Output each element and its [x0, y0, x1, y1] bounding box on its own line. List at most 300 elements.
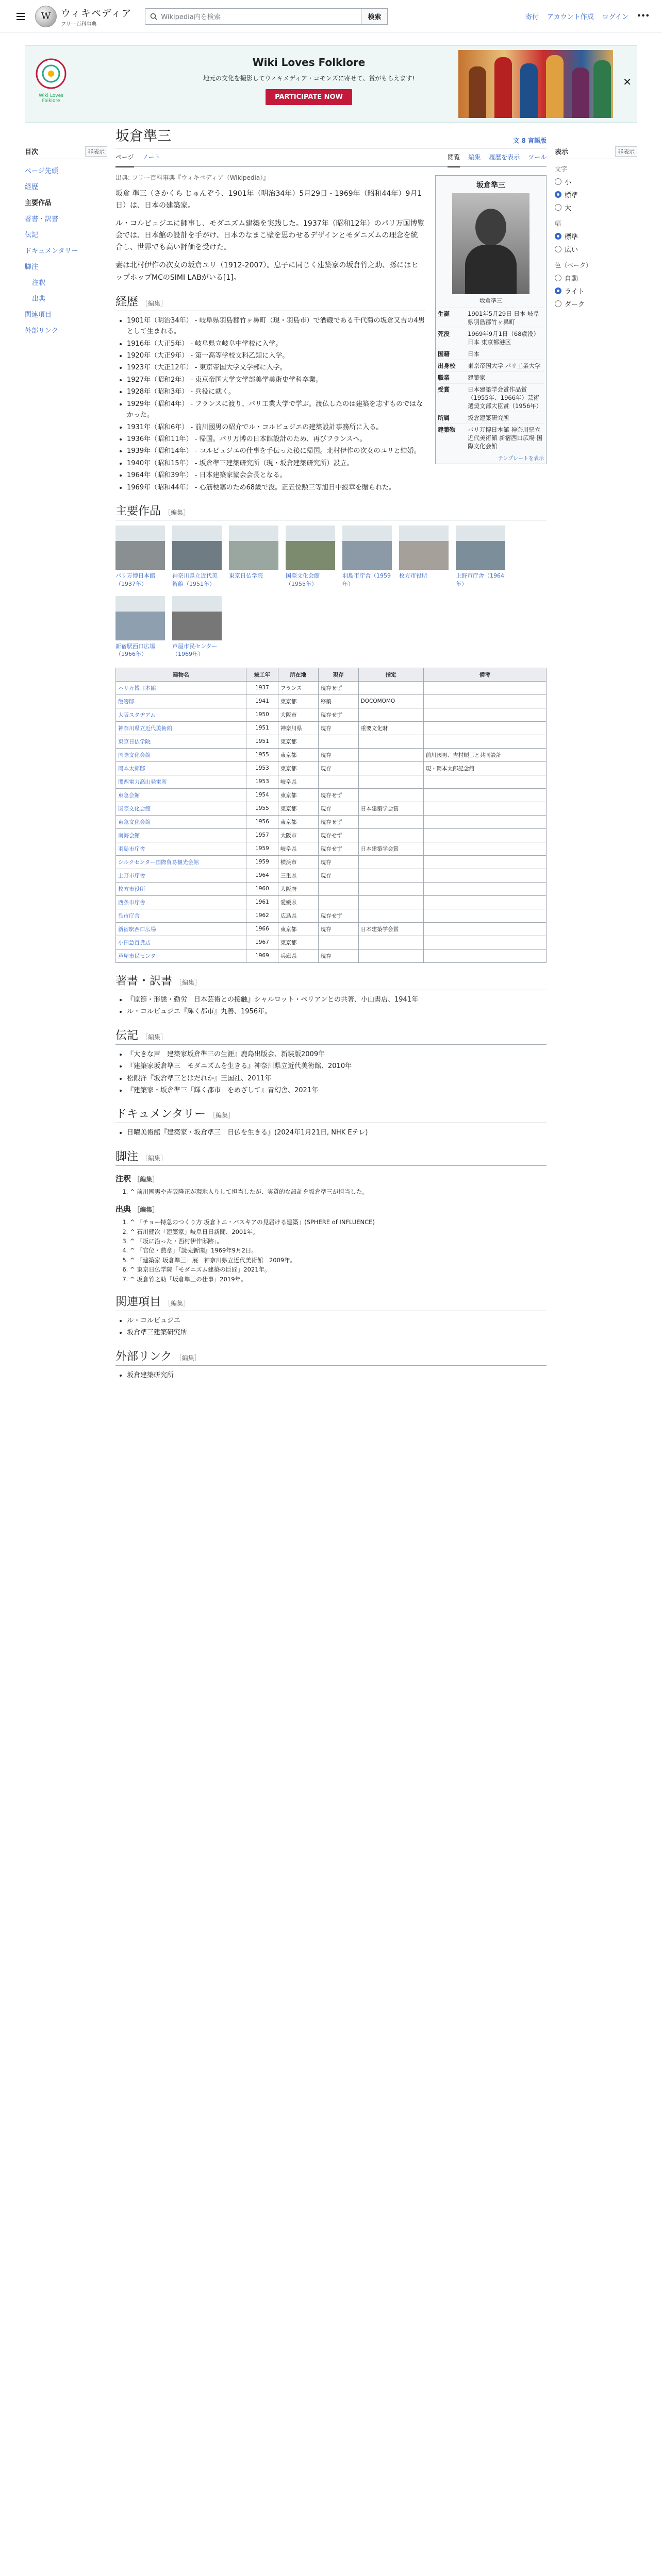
gallery-caption: 新宿駅西口広場（1966年） [115, 643, 155, 658]
site-logo[interactable] [35, 6, 131, 27]
table-cell[interactable]: 東急会館 [116, 788, 246, 802]
table-cell: 現存せず [318, 708, 358, 721]
list-item: • 1936年（昭和11年） - 帰国。パリ万博の日本館設計のため、再びフランスへ。 [127, 434, 425, 445]
close-icon[interactable]: ✕ [623, 76, 632, 88]
section-books: 著書・訳書 ［編集］ [115, 972, 547, 990]
toc-hide-button[interactable]: 非表示 [85, 146, 107, 157]
table-cell: 1967 [246, 936, 278, 949]
table-cell[interactable]: 関西電力高山発電所 [116, 775, 246, 788]
infobox-row [438, 360, 544, 371]
table-cell: 1955 [246, 748, 278, 761]
list-item: • 1939年（昭和14年） - コルビュジエの仕事を手伝った後に帰国。北村伊作の次女のユリと結婚。 [127, 446, 425, 456]
table-row [116, 949, 547, 962]
table-cell [423, 895, 546, 909]
table-cell[interactable]: 新宿駅西口広場 [116, 922, 246, 936]
section-biography: 伝記 ［編集］ [115, 1027, 547, 1045]
infobox-key: 死没 [438, 330, 450, 337]
table-cell[interactable]: 上野市庁舎 [116, 869, 246, 882]
text-size-standard-radio[interactable]: 標準 [555, 188, 637, 201]
table-row [116, 869, 547, 882]
table-header: 竣工年 [246, 668, 278, 681]
gallery-item[interactable] [399, 526, 449, 588]
table-cell: 現存 [318, 855, 358, 869]
table-row [116, 775, 547, 788]
page-tabs [115, 148, 547, 167]
list-item: • 1929年（昭和4年） - フランスに渡り、パリ工業大学で学ぶ。渡仏したのは建築を志すものではなかった。 [127, 399, 425, 421]
text-size-label: 文字 [555, 165, 568, 173]
edit-link[interactable]: ［編集］ [209, 1112, 235, 1120]
table-of-contents [25, 146, 107, 338]
gallery-image[interactable] [115, 526, 165, 570]
banner-logo-text: Wiki Loves Folklore [39, 93, 63, 104]
list-item: • 『原節・形態・勤労 日本芸術との接触』シャルロット・ペリアンとの共著、小山書店、1941年 [127, 994, 547, 1005]
table-cell: 岐阜県 [278, 775, 318, 788]
list-item: 3. ^ 「坂に沿った・西村伊作邸跡」。 [130, 1236, 547, 1246]
table-cell[interactable]: 東京日仏学院 [116, 735, 246, 748]
text-size-large-radio[interactable]: 大 [555, 201, 637, 214]
list-item: • 1964年（昭和39年） - 日本建築家協会会長となる。 [127, 470, 425, 481]
table-cell [423, 922, 546, 936]
color-light-radio[interactable]: ライト [555, 284, 637, 297]
related-list [127, 1315, 547, 1338]
gallery-image[interactable] [229, 526, 278, 570]
section-notes: 脚注 ［編集］ [115, 1148, 547, 1166]
portrait-caption: 坂倉準三 [479, 297, 502, 304]
table-cell: 大阪市 [278, 708, 318, 721]
table-cell[interactable]: 呉市庁舎 [116, 909, 246, 922]
table-cell: 1951 [246, 721, 278, 735]
gallery-item[interactable] [342, 526, 392, 588]
list-item: • 松隈洋『坂倉準三とはだれか』王国社、2011年 [127, 1073, 547, 1084]
table-cell [358, 815, 423, 828]
table-cell: 現存 [318, 869, 358, 882]
list-item: 1. ^ 「チョー特急のつくり方 坂倉トニ・バスキアの見届ける建築」(SPHERE of INFLUENCE) [130, 1217, 547, 1227]
create-account-link[interactable]: アカウント作成 [547, 13, 594, 21]
appearance-hide-button[interactable]: 非表示 [615, 146, 637, 157]
infobox-key: 生誕 [438, 310, 450, 317]
table-cell[interactable]: パリ万博日本館 [116, 681, 246, 694]
table-row [116, 748, 547, 761]
table-cell [358, 895, 423, 909]
list-item: • ル・コルビュジエ『輝く都市』丸善、1956年。 [127, 1006, 547, 1017]
table-cell: 1964 [246, 869, 278, 882]
infobox-value: 建築家 [468, 374, 486, 381]
table-cell [423, 882, 546, 895]
toc-item[interactable]: 外部リンク [25, 327, 58, 335]
list-item: 2. ^ 石川健次「建築家」岐阜日日新聞、2001年。 [130, 1227, 547, 1236]
table-cell: DOCOMOMO [358, 694, 423, 708]
table-cell: 東京都 [278, 788, 318, 802]
section-external: 外部リンク ［編集］ [115, 1348, 547, 1366]
table-cell [318, 775, 358, 788]
table-cell [358, 909, 423, 922]
table-cell [358, 748, 423, 761]
tab-tools[interactable]: ツール [528, 154, 547, 161]
infobox-key: 国籍 [438, 350, 450, 358]
gallery-item[interactable] [172, 596, 222, 658]
toc-item[interactable]: 注釈 [32, 279, 46, 287]
table-cell[interactable]: 国際文化会館 [116, 802, 246, 815]
infobox [435, 175, 547, 464]
toc-item[interactable]: 経歴 [25, 183, 39, 191]
list-item: 6. ^ 東京日仏学院「モダニズム建築の巨匠」2021年。 [130, 1265, 547, 1274]
table-cell: 重要文化財 [358, 721, 423, 735]
table-cell: 1954 [246, 788, 278, 802]
edit-link[interactable]: ［編集］ [142, 299, 167, 307]
table-header: 備考 [423, 668, 546, 681]
table-cell: 大阪市 [278, 828, 318, 842]
table-cell [423, 869, 546, 882]
table-cell: 東京都 [278, 694, 318, 708]
table-cell [423, 775, 546, 788]
infobox-title: 坂倉準三 [476, 181, 505, 190]
table-cell: 1955 [246, 802, 278, 815]
gallery-caption: 国際文化会館（1955年） [286, 572, 320, 587]
table-cell: 現存せず [318, 842, 358, 855]
edit-link[interactable]: ［編集］ [175, 1354, 201, 1362]
table-cell[interactable]: 小田急百貨店 [116, 936, 246, 949]
toc-item[interactable]: 主要作品 [25, 199, 52, 207]
table-cell [358, 855, 423, 869]
table-cell [318, 936, 358, 949]
logo-title: ウィキペディア [61, 7, 132, 19]
table-cell [358, 788, 423, 802]
width-wide-radio[interactable]: 広い [555, 243, 637, 256]
table-cell: 1950 [246, 708, 278, 721]
documentary-list [127, 1127, 547, 1138]
gallery-caption: 東京日仏学院 [229, 572, 263, 580]
table-cell: 現存 [318, 802, 358, 815]
table-cell[interactable]: 飯箸邸 [116, 694, 246, 708]
infobox-key: 職業 [438, 374, 450, 381]
table-cell [423, 694, 546, 708]
donate-link[interactable]: 寄付 [525, 13, 539, 21]
infobox-row [438, 383, 544, 412]
table-cell: 1956 [246, 815, 278, 828]
table-cell[interactable]: 羽島市庁舎 [116, 842, 246, 855]
page-title [115, 129, 547, 148]
infobox-row [438, 412, 544, 423]
table-cell: 日本建築学会賞 [358, 922, 423, 936]
table-cell: 1951 [246, 735, 278, 748]
table-row [116, 735, 547, 748]
user-links [525, 11, 650, 21]
list-item: • 1920年（大正9年） - 第一高等学校文科乙類に入学。 [127, 350, 425, 361]
table-cell: 1957 [246, 828, 278, 842]
table-header: 指定 [358, 668, 423, 681]
toc-item[interactable]: ドキュメンタリー [25, 247, 78, 255]
edit-link[interactable]: ［編集］ [164, 509, 190, 517]
main-menu-button[interactable] [12, 8, 29, 25]
table-cell[interactable]: 国際文化会館 [116, 748, 246, 761]
table-cell: 前川國男、吉村順三と共同設計 [423, 748, 546, 761]
table-cell [358, 708, 423, 721]
gallery-item[interactable] [229, 526, 278, 588]
table-cell: 1962 [246, 909, 278, 922]
table-cell[interactable]: 東急文化会館 [116, 815, 246, 828]
list-item: • 1940年（昭和15年） - 坂倉準三建築研究所（現・坂倉建築研究所）設立。 [127, 458, 425, 469]
table-cell: 広島県 [278, 909, 318, 922]
table-cell[interactable]: 枚方市役所 [116, 882, 246, 895]
table-row [116, 828, 547, 842]
edit-link[interactable]: ［編集］ [142, 1154, 167, 1162]
table-cell [423, 855, 546, 869]
list-item: 7. ^ 坂倉竹之助「坂倉準三の仕事」2019年。 [130, 1275, 547, 1284]
search-icon [150, 13, 157, 22]
table-cell: 現存 [318, 922, 358, 936]
works-table [115, 668, 547, 963]
table-cell[interactable]: 神奈川県立近代美術館 [116, 721, 246, 735]
infobox-key: 出身校 [438, 362, 456, 369]
search-button[interactable]: 検索 [361, 8, 388, 25]
toc-item[interactable]: 伝記 [25, 231, 39, 239]
gallery-item[interactable] [115, 596, 165, 658]
table-header: 現存 [318, 668, 358, 681]
gallery-item[interactable] [286, 526, 335, 588]
table-cell [318, 882, 358, 895]
list-item: • 『建築家坂倉準三 モダニズムを生きる』神奈川県立近代美術館、2010年 [127, 1061, 547, 1072]
table-cell: 三重県 [278, 869, 318, 882]
color-auto-radio[interactable]: 自動 [555, 272, 637, 284]
gallery-image[interactable] [456, 526, 505, 570]
table-row [116, 815, 547, 828]
table-cell [318, 895, 358, 909]
section-works: 主要作品 ［編集］ [115, 502, 547, 520]
tab-page[interactable]: ページ [115, 147, 134, 167]
gallery-image[interactable] [399, 526, 449, 570]
banner-title: Wiki Loves Folklore [252, 56, 366, 69]
table-cell [423, 721, 546, 735]
table-cell: 1959 [246, 855, 278, 869]
table-cell: 移築 [318, 694, 358, 708]
banner-text: 地元の文化を撮影してウィキメディア・コモンズに寄せて、賞がもらえます! [203, 75, 415, 82]
table-header: 所在地 [278, 668, 318, 681]
show-template-link[interactable]: テンプレートを表示 [498, 456, 544, 462]
more-options-icon[interactable]: ••• [637, 12, 650, 20]
list-item: • 坂倉準三建築研究所 [127, 1327, 547, 1338]
infobox-value: 1969年9月1日（68歳没） 日本 東京都港区 [468, 330, 540, 346]
gallery-caption: 上野市庁舎（1964年） [456, 572, 504, 587]
table-cell [423, 842, 546, 855]
table-cell: 東京都 [278, 802, 318, 815]
table-cell: 1953 [246, 775, 278, 788]
table-cell: 現・岡本太郎記念館 [423, 761, 546, 775]
table-cell [423, 909, 546, 922]
table-cell: 岐阜県 [278, 842, 318, 855]
table-cell [423, 708, 546, 721]
table-row [116, 855, 547, 869]
infobox-value: パリ万博日本館 神奈川県立近代美術館 新宿西口広場 国際文化会館 [468, 426, 543, 450]
list-item: • ル・コルビュジエ [127, 1315, 547, 1326]
infobox-value: 1901年5月29日 日本 岐阜県羽島郡竹ヶ鼻町 [468, 310, 540, 326]
table-cell [358, 869, 423, 882]
table-cell: フランス [278, 681, 318, 694]
campaign-banner [25, 45, 637, 123]
list-item: • 1916年（大正5年） - 岐阜県立岐阜中学校に入学。 [127, 338, 425, 349]
site-header [0, 0, 662, 33]
text-size-small-radio[interactable]: 小 [555, 175, 637, 188]
gallery-item[interactable] [172, 526, 222, 588]
table-cell: 1937 [246, 681, 278, 694]
table-cell: 東京都 [278, 761, 318, 775]
gallery-image[interactable] [342, 526, 392, 570]
list-item: • 1901年（明治34年） - 岐阜県羽島郡竹ヶ鼻町（現・羽島市）で酒蔵である千代菊の坂倉又吉の4男として生まれる。 [127, 315, 425, 337]
table-cell [358, 936, 423, 949]
infobox-value: 坂倉建築研究所 [468, 414, 509, 421]
tab-read[interactable]: 閲覧 [448, 147, 460, 167]
table-cell [423, 681, 546, 694]
table-cell: 1966 [246, 922, 278, 936]
section-related: 関連項目 ［編集］ [115, 1293, 547, 1311]
table-row [116, 909, 547, 922]
gallery-image[interactable] [172, 526, 222, 570]
table-row [116, 922, 547, 936]
table-cell[interactable]: 芦屋市民センター [116, 949, 246, 962]
list-item: • 1927年（昭和2年） - 東京帝国大学文学部美学美術史学科卒業。 [127, 375, 425, 385]
table-cell: 東京都 [278, 922, 318, 936]
table-cell [358, 882, 423, 895]
toc-item[interactable]: 脚注 [25, 263, 39, 271]
portrait-photo [452, 193, 529, 294]
tab-history[interactable]: 履歴を表示 [489, 154, 520, 161]
toc-item[interactable]: ページ先頭 [25, 167, 58, 175]
infobox-row [438, 308, 544, 328]
table-cell: 日本建築学会賞 [358, 802, 423, 815]
search-input[interactable] [145, 8, 361, 25]
edit-link[interactable]: ［編集］ [164, 1299, 190, 1307]
table-cell[interactable]: 大阪スタヂアム [116, 708, 246, 721]
table-row [116, 681, 547, 694]
appearance-panel [555, 146, 637, 310]
infobox-value: 日本 [468, 350, 479, 358]
gallery-item[interactable] [115, 526, 165, 588]
page-title-text: 坂倉準三 [115, 128, 171, 144]
list-item: • 日曜美術館『建築家・坂倉準三 日仏を生きる』(2024年1月21日, NHK Eテレ) [127, 1127, 547, 1138]
table-cell: 大阪府 [278, 882, 318, 895]
gallery-caption: 芦屋市民センター（1969年） [172, 643, 218, 658]
list-item: 5. ^ 「建築家 坂倉準三」展 神奈川県立近代美術館 2009年。 [130, 1256, 547, 1265]
table-header: 建物名 [116, 668, 246, 681]
table-cell: 1969 [246, 949, 278, 962]
toc-item[interactable]: 著書・訳書 [25, 215, 59, 223]
list-item: • 1923年（大正12年） - 東京帝国大学文学部に入学。 [127, 362, 425, 373]
table-cell [423, 949, 546, 962]
table-cell: 1959 [246, 842, 278, 855]
works-gallery [115, 526, 547, 658]
table-cell: 現存 [318, 761, 358, 775]
table-cell[interactable]: 岡本太郎邸 [116, 761, 246, 775]
appearance-title: 表示 [555, 148, 569, 156]
gallery-item[interactable] [456, 526, 505, 588]
table-cell: 東京都 [278, 735, 318, 748]
list-item: • 1931年（昭和6年） - 前川國男の紹介でル・コルビュジエの建築設計事務所に入る。 [127, 422, 425, 433]
tab-edit[interactable]: 編集 [468, 154, 481, 161]
table-cell [423, 936, 546, 949]
section-documentary: ドキュメンタリー ［編集］ [115, 1105, 547, 1123]
wikipedia-globe-icon: W [35, 6, 57, 27]
gallery-image[interactable] [286, 526, 335, 570]
login-link[interactable]: ログイン [602, 13, 629, 21]
table-row [116, 842, 547, 855]
toc-item[interactable]: 関連項目 [25, 311, 52, 319]
table-cell[interactable]: 西条市庁舎 [116, 895, 246, 909]
width-standard-radio[interactable]: 標準 [555, 230, 637, 243]
toc-item[interactable]: 出典 [32, 295, 46, 303]
language-button[interactable]: 文 8 言語版 [513, 137, 547, 144]
table-cell[interactable]: シルクセンター国際貿易観光会館 [116, 855, 246, 869]
search-box [145, 8, 388, 25]
table-cell[interactable]: 南海会館 [116, 828, 246, 842]
table-cell [358, 761, 423, 775]
table-cell [423, 815, 546, 828]
gallery-caption: 枚方市役所 [399, 572, 427, 580]
table-cell: 現存せず [318, 681, 358, 694]
tab-talk[interactable]: ノート [142, 154, 161, 161]
gallery-image[interactable] [115, 596, 165, 640]
infobox-key: 受賞 [438, 386, 450, 393]
infobox-key: 所属 [438, 414, 450, 421]
infobox-key: 建築物 [438, 426, 456, 433]
edit-link[interactable]: ［編集］ [142, 1033, 167, 1041]
subsection-sources: 出典 ［編集］ [115, 1205, 159, 1214]
list-item: • 1969年（昭和44年） - 心筋梗塞のため68歳で没。正五位勲三等旭日中綬章を贈られた。 [127, 482, 425, 493]
list-item: • 坂倉建築研究所 [127, 1370, 547, 1381]
section-career: 経歴 ［編集］ [115, 293, 425, 311]
table-cell: 1960 [246, 882, 278, 895]
table-cell [358, 949, 423, 962]
external-list [127, 1370, 547, 1381]
table-cell [358, 828, 423, 842]
table-cell: 1941 [246, 694, 278, 708]
table-cell: 日本建築学会賞 [358, 842, 423, 855]
list-item: • 1928年（昭和3年） - 兵役に就く。 [127, 386, 425, 397]
annotation-list [130, 1187, 547, 1196]
table-row [116, 788, 547, 802]
edit-link[interactable]: ［編集］ [176, 978, 201, 986]
table-cell: 兵庫県 [278, 949, 318, 962]
infobox-row [438, 348, 544, 360]
career-list [127, 315, 425, 494]
list-item: 4. ^ 「官位・勲章」『読売新聞』1969年9月2日。 [130, 1246, 547, 1255]
table-cell [423, 735, 546, 748]
table-cell [358, 681, 423, 694]
biography-list [127, 1049, 547, 1096]
infobox-row [438, 328, 544, 348]
gallery-image[interactable] [172, 596, 222, 640]
color-label: 色（ベータ） [555, 262, 592, 269]
list-item: • 『建築家・坂倉準三「輝く都市」をめざして』青幻舎、2021年 [127, 1085, 547, 1096]
intro-paragraph-2: ル・コルビュジエに師事し、モダニズム建築を実践した。1937年（昭和12年）のパリ万国博覧会では、日本館の設計を手がけ、日本のなまこ壁を思わせるデザインとモダニズムの理念を統合し、世界でも高い評価を受けた。 [115, 219, 425, 252]
infobox-value: 日本建築学会賞作品賞（1955年、1966年）芸術選奨文部大臣賞（1956年） [468, 386, 542, 410]
color-dark-radio[interactable]: ダーク [555, 297, 637, 310]
table-cell: 1953 [246, 761, 278, 775]
participate-button[interactable]: PARTICIPATE NOW [266, 89, 352, 105]
table-row [116, 936, 547, 949]
table-cell: 横浜市 [278, 855, 318, 869]
main-content [115, 129, 547, 1382]
source-list [130, 1217, 547, 1284]
table-row [116, 694, 547, 708]
intro-paragraph-3: 妻は北村伊作の次女の坂倉ユリ（1912-2007）。息子に同じく建築家の坂倉竹之助、孫にはヒップホップMCのSIMI LABがいる[1]。 [115, 261, 419, 282]
table-cell: 現存 [318, 949, 358, 962]
table-cell: 現存せず [318, 828, 358, 842]
source-line: 出典: フリー百科事典『ウィキペディア（Wikipedia）』 [115, 174, 270, 181]
table-cell: 東京都 [278, 815, 318, 828]
list-item: 1. ^ 前川國男や吉阪隆正が現地入りして担当したが、実質的な設計を坂倉準三が担当した。 [130, 1187, 547, 1196]
table-row [116, 802, 547, 815]
table-cell: 1961 [246, 895, 278, 909]
table-row [116, 708, 547, 721]
